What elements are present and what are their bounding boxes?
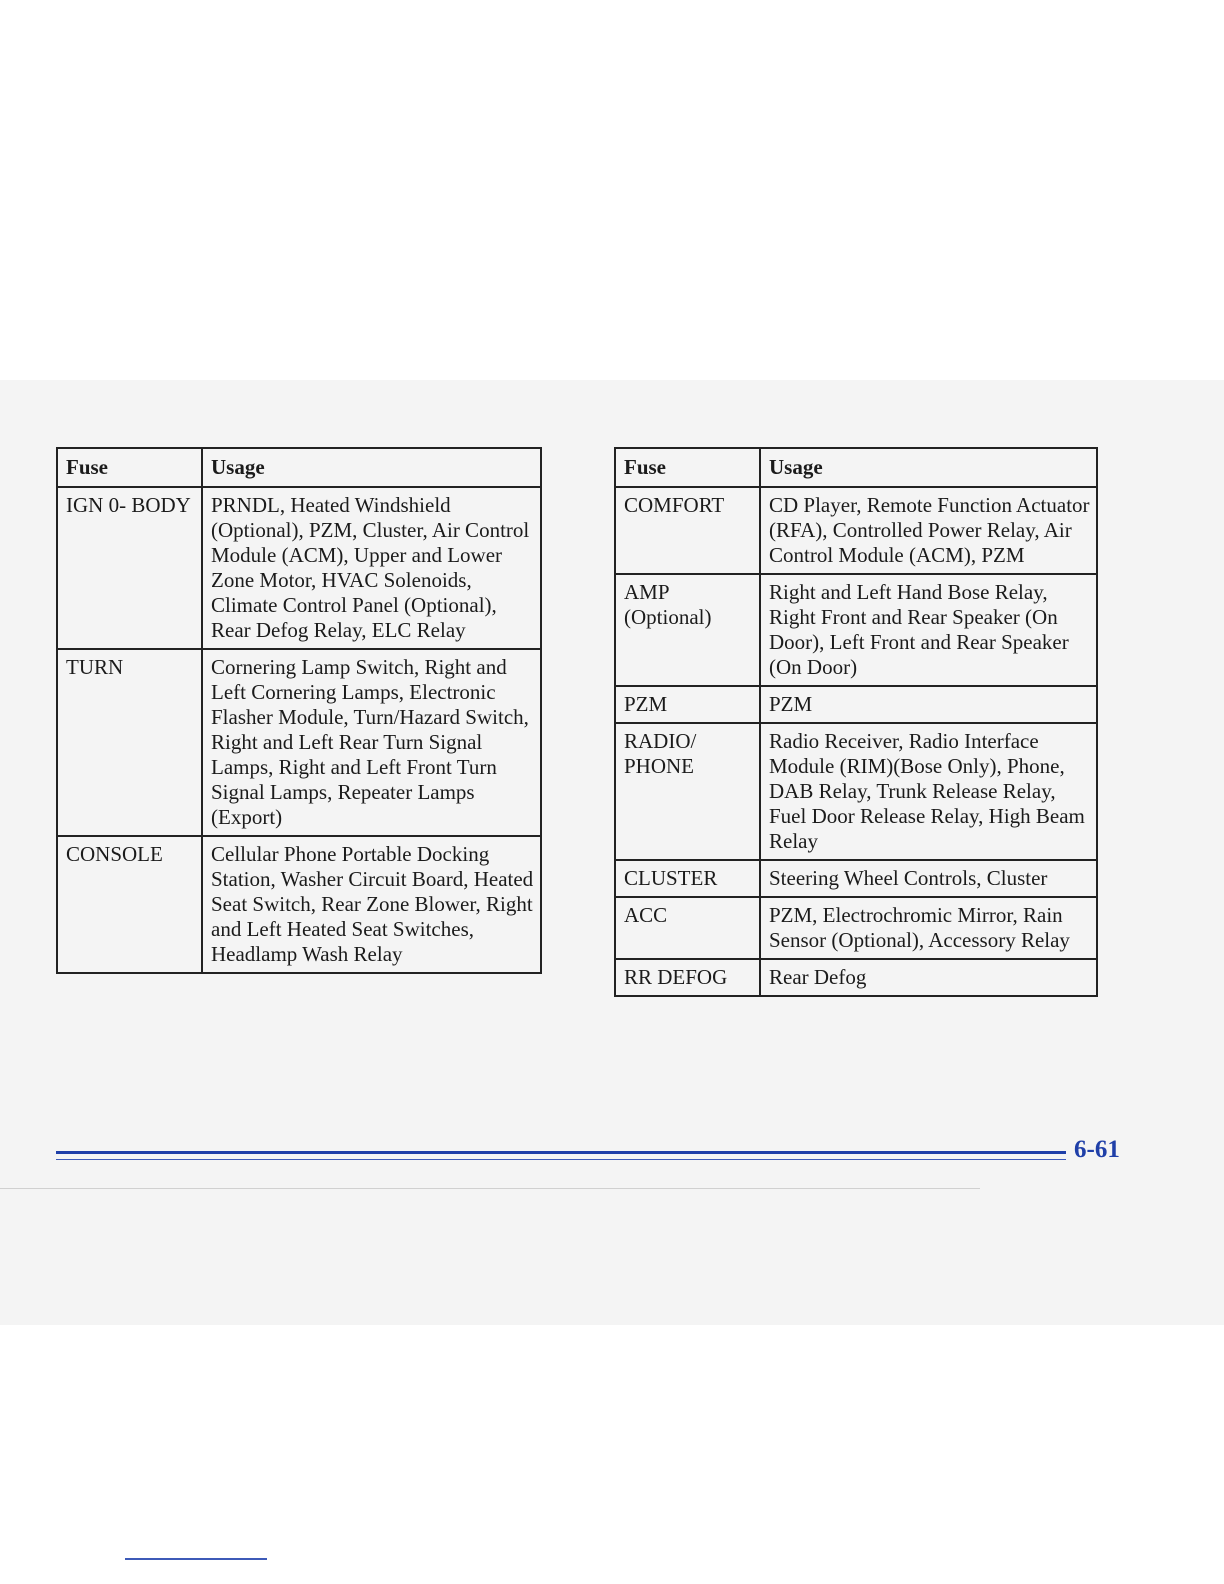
fuse-usage: Rear Defog <box>760 959 1097 996</box>
table-row <box>615 897 1097 959</box>
footer-rule <box>56 1151 1066 1154</box>
header-fuse: Fuse <box>57 448 202 487</box>
fuse-name: AMP (Optional) <box>615 574 760 686</box>
table-row <box>615 686 1097 723</box>
fuse-name: ACC <box>615 897 760 959</box>
fuse-table-right <box>614 447 1098 997</box>
footer-rule-thin <box>56 1159 1066 1160</box>
fuse-name: COMFORT <box>615 487 760 574</box>
fuse-name: RR DEFOG <box>615 959 760 996</box>
fuse-usage: PZM <box>760 686 1097 723</box>
scan-line <box>0 1188 980 1189</box>
fuse-name: PZM <box>615 686 760 723</box>
fuse-usage: Right and Left Hand Bose Relay, Right Front and Rear Speaker (On Door), Left Front and Rear Speaker (On Door) <box>760 574 1097 686</box>
table-row <box>615 487 1097 574</box>
fuse-usage: Cornering Lamp Switch, Right and Left Cornering Lamps, Electronic Flasher Module, Turn/Hazard Switch, Right and Left Rear Turn Signal Lamps, Right and Left Front Turn Signal Lamps, Repeater Lamps (Export) <box>202 649 541 836</box>
fuse-name: IGN 0- BODY <box>57 487 202 649</box>
header-usage: Usage <box>202 448 541 487</box>
fuse-usage: PZM, Electrochromic Mirror, Rain Sensor (Optional), Accessory Relay <box>760 897 1097 959</box>
fuse-name: CONSOLE <box>57 836 202 973</box>
fuse-name: CLUSTER <box>615 860 760 897</box>
fuse-table-left <box>56 447 542 974</box>
header-fuse: Fuse <box>615 448 760 487</box>
table-row <box>615 959 1097 996</box>
table-header-row <box>57 448 541 487</box>
table-row <box>57 649 541 836</box>
table-row <box>615 574 1097 686</box>
table-row <box>615 723 1097 860</box>
table-header-row <box>615 448 1097 487</box>
fuse-name: RADIO/ PHONE <box>615 723 760 860</box>
table-row <box>615 860 1097 897</box>
table-row <box>57 836 541 973</box>
fuse-usage: PRNDL, Heated Windshield (Optional), PZM, Cluster, Air Control Module (ACM), Upper and Lower Zone Motor, HVAC Solenoids, Climate Control Panel (Optional), Rear Defog Relay, ELC Relay <box>202 487 541 649</box>
header-usage: Usage <box>760 448 1097 487</box>
fuse-usage: Steering Wheel Controls, Cluster <box>760 860 1097 897</box>
fuse-usage: Cellular Phone Portable Docking Station, Washer Circuit Board, Heated Seat Switch, Rear Zone Blower, Right and Left Heated Seat Switches, Headlamp Wash Relay <box>202 836 541 973</box>
fuse-name: TURN <box>57 649 202 836</box>
fuse-usage: CD Player, Remote Function Actuator (RFA), Controlled Power Relay, Air Control Module (ACM), PZM <box>760 487 1097 574</box>
page-number: 6-61 <box>1074 1136 1120 1163</box>
fuse-usage: Radio Receiver, Radio Interface Module (RIM)(Bose Only), Phone, DAB Relay, Trunk Release Relay, Fuel Door Release Relay, High Beam Relay <box>760 723 1097 860</box>
table-row <box>57 487 541 649</box>
bottom-mark <box>125 1558 267 1560</box>
